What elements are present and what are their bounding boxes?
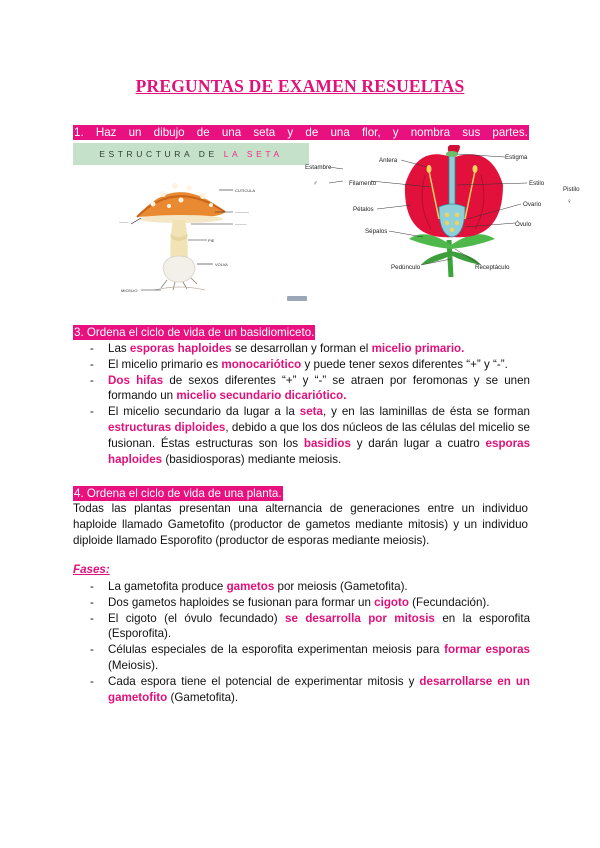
list-text: , debido a que los dos núcleos de las células del micelio se fusionan. Éstas estructuras son los — [108, 420, 530, 450]
mushroom-label-volva: VOLVA — [215, 262, 228, 267]
list-item — [90, 579, 530, 595]
question-4-heading: 4. Ordena el ciclo de vida de una planta. — [74, 487, 282, 500]
heading-word: dibujo — [153, 126, 185, 139]
list-text: en la esporofita (Esporofita). — [108, 611, 531, 641]
mushroom-illustration — [115, 172, 335, 307]
flower-illustration — [305, 145, 595, 285]
highlight-term: Dos hifas — [108, 373, 164, 387]
flower-label-estilo: Estilo — [529, 180, 545, 187]
flower-label-pedunculo: Pedúnculo — [391, 264, 421, 271]
heading-word: seta — [253, 126, 276, 139]
list-text: El cigoto (el óvulo fecundado) — [108, 611, 286, 625]
source-logo — [287, 296, 307, 301]
male-symbol: ♂ — [313, 180, 318, 187]
list-item — [90, 373, 530, 405]
highlight-term: seta — [299, 405, 323, 419]
flower-label-filamento: Filamento — [349, 180, 377, 187]
list-item — [90, 357, 530, 373]
flower-label-ovario: Ovario — [523, 201, 542, 208]
highlight-term: esporas haploides — [129, 342, 232, 355]
flower-label-pistilo: Pistilo — [563, 186, 580, 193]
flower-label-estambre: Estambre — [305, 164, 332, 171]
question-3-heading: 3. Ordena el ciclo de vida de un basidiomiceto. — [74, 326, 315, 339]
heading-word: y — [287, 126, 294, 139]
list-text: La gametofita produce — [108, 580, 227, 593]
mushroom-label-cuticula: CUTÍCULA — [235, 188, 256, 193]
list-item — [90, 404, 530, 467]
list-text: El micelio primario es — [108, 357, 222, 371]
heading-word: nombra — [410, 126, 451, 139]
heading-word: de — [196, 126, 210, 139]
female-symbol: ♀ — [567, 198, 572, 205]
highlight-term: esporas haploides — [108, 436, 531, 466]
plant-cycle-paragraph: Todas las plantas presentan una alternancia de generaciones entre un individuo haploide llamado Gametofito (productor de gametos mediante mitosis) y un individuo diploide llamado Esporofito (productor de esporas mediante meiosis). — [73, 502, 528, 547]
highlight-term: desarrollarse en un gametofito — [108, 674, 531, 704]
list-item — [90, 674, 530, 706]
heading-word: una — [221, 126, 242, 139]
highlight-term: estructuras diploides — [108, 420, 226, 434]
list-text: de sexos diferentes “+” y “-” se atraen por feromonas y se unen formando un — [108, 373, 531, 403]
flower-label-receptaculo: Receptáculo — [475, 264, 510, 271]
mushroom-label-pie: PIE — [208, 238, 215, 243]
heading-word: de — [305, 126, 319, 139]
list-text: por meiosis (Gametofita). — [274, 580, 408, 593]
question-1-heading — [73, 125, 529, 140]
mushroom-banner — [73, 143, 309, 165]
mushroom-label-escamas: ~~~~ — [119, 220, 129, 225]
list-text: (Fecundación). — [408, 595, 490, 609]
list-text: se desarrollan y forman el — [231, 342, 372, 355]
heading-word: sus — [462, 126, 481, 139]
highlight-term: cigoto — [374, 595, 409, 609]
list-text: y darán lugar a cuatro — [350, 436, 486, 450]
heading-word: y — [392, 126, 399, 139]
flower-label-antera: Antera — [379, 157, 398, 164]
mushroom-label-anillo: ~~~~~ — [235, 222, 247, 227]
list-text: y puede tener sexos diferentes “+” y “-”. — [301, 357, 508, 371]
highlight-term: micelio secundario dicariótico. — [176, 389, 347, 403]
heading-word: un — [128, 126, 142, 139]
banner-text-highlight: LA SETA — [223, 149, 283, 159]
list-text: Cada espora tiene el potencial de experimentar mitosis y — [108, 674, 420, 688]
flower-label-estigma: Estigma — [505, 154, 528, 161]
highlight-term: formar esporas — [444, 643, 530, 657]
list-item — [90, 341, 530, 357]
heading-word: partes. — [492, 126, 528, 139]
banner-text: ESTRUCTURA DE — [99, 149, 224, 159]
flower-label-sepalos: Sépalos — [365, 228, 388, 235]
mushroom-label-laminas: ~~~~~~ — [235, 210, 250, 215]
list-text: (basidiosporas) mediante meiosis. — [162, 452, 342, 466]
list-text: Células especiales de la esporofita experimentan meiosis para — [108, 643, 445, 657]
heading-word: 1. — [74, 126, 84, 139]
highlight-term: basidios — [303, 436, 351, 450]
list-text: (Gametofita). — [167, 690, 239, 704]
list-text: Dos gametos haploides se fusionan para formar un — [108, 595, 375, 609]
plant-phases-list — [90, 579, 530, 705]
highlight-term: micelio primario. — [371, 342, 465, 355]
list-text: El micelio secundario da lugar a la — [108, 405, 300, 419]
heading-word: una — [330, 126, 350, 139]
highlight-term: monocariótico — [221, 357, 302, 371]
highlight-term: se desarrolla por mitosis — [285, 611, 435, 625]
flower-label-ovulo: Óvulo — [515, 221, 532, 228]
fases-label: Fases: — [73, 563, 110, 576]
flower-label-petalos: Pétalos — [353, 206, 374, 213]
list-item — [90, 611, 530, 643]
heading-word: flor, — [361, 126, 381, 139]
list-item — [90, 595, 530, 611]
mushroom-label-micelio: MICELIO — [121, 288, 138, 293]
highlight-term: gametos — [226, 580, 275, 593]
list-item — [90, 642, 530, 674]
list-text: , y en las laminillas de ésta se forman — [322, 405, 530, 419]
list-text: (Meiosis). — [108, 658, 159, 672]
page-title: PREGUNTAS DE EXAMEN RESUELTAS — [135, 76, 465, 96]
heading-word: Haz — [95, 126, 117, 139]
basidiomycete-cycle-list — [90, 341, 530, 467]
list-text: Las — [108, 342, 130, 355]
